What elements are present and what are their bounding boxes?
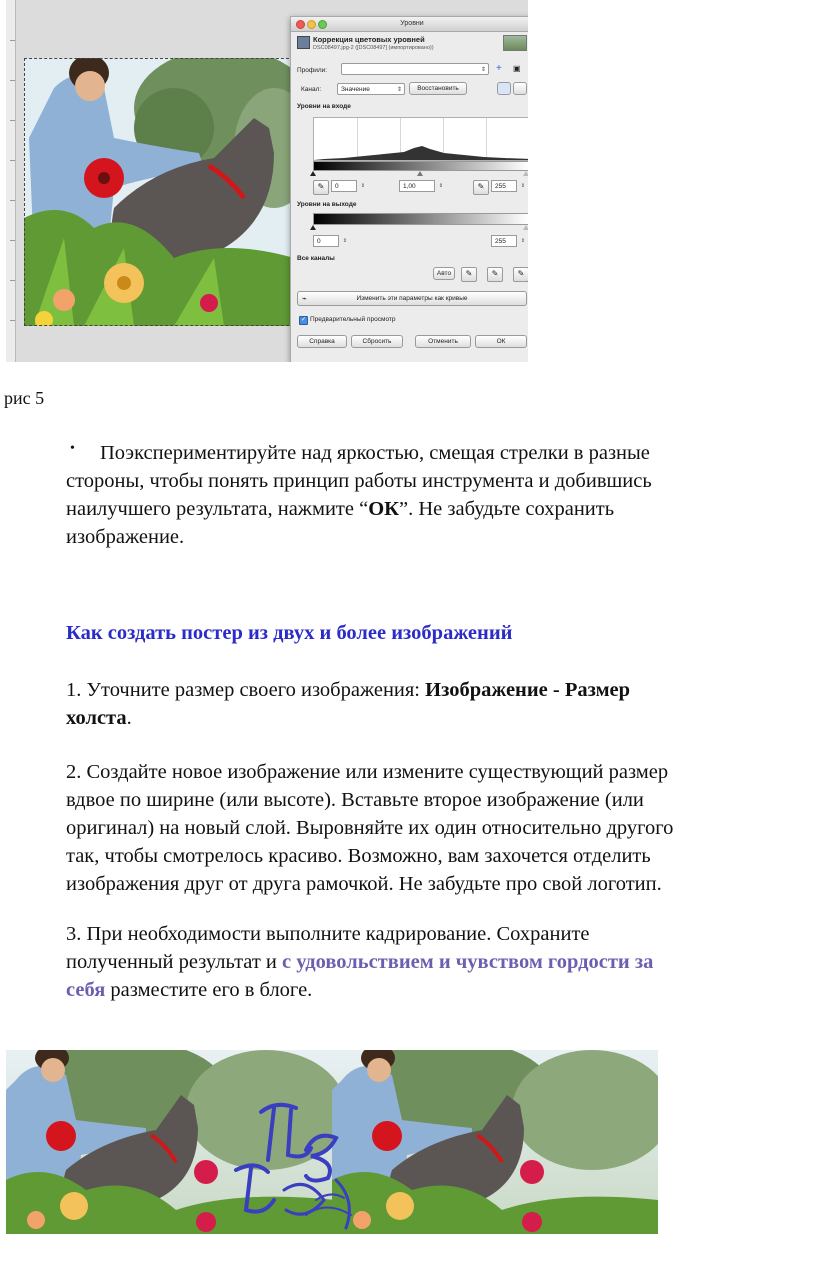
- preview-label: Предварительный просмотр: [310, 316, 396, 323]
- step2-line-1: 2. Создайте новое изображение или измените существующий размер: [66, 761, 669, 783]
- pick-black-icon[interactable]: ✎: [461, 267, 477, 282]
- step3-line-1: 3. При необходимости выполните кадрирование. Сохраните: [66, 923, 590, 945]
- input-gamma-slider[interactable]: [417, 171, 423, 176]
- help-button[interactable]: Справка: [297, 335, 347, 348]
- section-heading: Как создать постер из двух и более изображений: [66, 622, 513, 644]
- output-black-spin[interactable]: [313, 235, 347, 247]
- ok-button[interactable]: ОК: [475, 335, 527, 348]
- step2-line-4: так, чтобы смотрелось красиво. Возможно, вам захочется отделить: [66, 845, 651, 867]
- levels-icon: [297, 36, 310, 49]
- presets-combo[interactable]: [341, 63, 489, 75]
- bullet-line-2: стороны, чтобы понять принцип работы инструмента и добившись: [66, 470, 652, 492]
- levels-screenshot: [6, 0, 528, 362]
- output-black-value: 0: [317, 238, 321, 245]
- white-point-picker-icon[interactable]: ✎: [473, 180, 489, 195]
- boy-cat-photo: [24, 58, 294, 326]
- step3-line-3-end: разместите его в блоге.: [105, 979, 313, 1001]
- output-black-slider[interactable]: [310, 225, 316, 230]
- channel-value: Значение: [341, 86, 370, 93]
- preset-menu-icon[interactable]: ▣: [513, 64, 521, 73]
- spin-arrows-icon: ⇕: [342, 238, 347, 244]
- step1-menu-path-end: холста: [66, 707, 127, 729]
- histogram: [313, 117, 528, 161]
- curves-icon: ⌁: [302, 294, 307, 303]
- output-white-value: 255: [495, 238, 506, 245]
- dialog-titlebar: [291, 17, 528, 32]
- black-point-picker-icon[interactable]: ✎: [313, 180, 329, 195]
- step2-line-3: оригинал) на новый слой. Выровняйте их один относительно другого: [66, 817, 674, 839]
- pick-gray-icon[interactable]: ✎: [487, 267, 503, 282]
- bullet-line-4: изображение.: [66, 526, 185, 548]
- zoom-window-icon[interactable]: [318, 20, 327, 29]
- edit-as-curves-button[interactable]: [297, 291, 527, 306]
- combo-arrows-icon: ⇕: [396, 87, 402, 93]
- bullet-line-1: Поэкспериментируйте над яркостью, смещая стрелки в разные: [100, 442, 650, 464]
- add-preset-icon[interactable]: +: [496, 63, 502, 74]
- dialog-window-title: Уровни: [400, 20, 424, 27]
- poster-right-photo: [332, 1050, 658, 1234]
- output-white-spin[interactable]: [491, 235, 525, 247]
- reset-button[interactable]: Сбросить: [351, 335, 403, 348]
- histogram-graph: [314, 118, 528, 160]
- poster-image: [6, 1050, 658, 1234]
- step1-period: .: [126, 707, 132, 729]
- spin-arrows-icon: ⇕: [520, 238, 525, 244]
- output-levels-label: Уровни на выходе: [297, 201, 357, 208]
- cancel-button[interactable]: Отменить: [415, 335, 471, 348]
- input-gamma-value: 1,00: [403, 183, 416, 190]
- step2-line-5: изображения друг от друга рамочкой. Не забудьте про свой логотип.: [66, 873, 662, 895]
- step3-line-2-start: полученный результат и: [66, 951, 283, 973]
- input-white-spin[interactable]: [491, 180, 525, 192]
- output-white-slider[interactable]: [523, 225, 528, 230]
- input-gradient-bar: [313, 161, 528, 171]
- image-thumbnail: [503, 35, 527, 51]
- spin-arrows-icon: ⇕: [360, 183, 365, 189]
- dialog-header-title: Коррекция цветовых уровней: [313, 35, 425, 44]
- bullet-line-3: [66, 495, 614, 523]
- bullet-line-3-end: ”. Не забудьте сохранить: [399, 498, 615, 520]
- channel-combo[interactable]: [337, 83, 405, 95]
- input-black-value: 0: [335, 183, 339, 190]
- window-controls: [296, 20, 329, 35]
- step3-line-2: [66, 948, 653, 976]
- presets-label: Профили:: [297, 67, 328, 74]
- vertical-ruler: [6, 0, 16, 362]
- input-black-slider[interactable]: [310, 171, 316, 176]
- pick-white-icon[interactable]: ✎: [513, 267, 528, 282]
- preview-checkbox[interactable]: ✓: [300, 317, 307, 323]
- input-gamma-spin[interactable]: [399, 180, 443, 192]
- step3-highlight: с удовольствием и чувством гордости за: [282, 951, 654, 973]
- output-gradient-bar: [313, 213, 528, 225]
- step2-line-2: вдвое по ширине (или высоте). Вставьте второе изображение (или: [66, 789, 644, 811]
- auto-button[interactable]: Авто: [433, 267, 455, 280]
- spin-arrows-icon: ⇕: [520, 183, 525, 189]
- levels-dialog: [290, 16, 528, 362]
- linear-histogram-icon[interactable]: [497, 82, 511, 95]
- channel-label: Канал:: [301, 86, 322, 93]
- input-white-value: 255: [495, 183, 506, 190]
- close-window-icon[interactable]: [296, 20, 305, 29]
- step1-line-1: [66, 676, 630, 704]
- step3-highlight-end: себя: [66, 979, 106, 1001]
- reset-channel-button[interactable]: Восстановить: [409, 82, 467, 95]
- input-white-slider[interactable]: [523, 171, 528, 176]
- step1-menu-path: Изображение - Размер: [425, 679, 631, 701]
- dialog-header-subtitle: DSC08497.jpg-2 ([DSC08497] (импортировано)): [313, 45, 434, 51]
- combo-arrows-icon: ⇕: [480, 67, 486, 73]
- step1-text: 1. Уточните размер своего изображения:: [66, 679, 426, 701]
- edit-as-curves-label: Изменить эти параметры как кривые: [356, 295, 468, 302]
- ok-emphasis: ОК: [368, 498, 400, 520]
- step3-line-3: [66, 976, 312, 1004]
- spin-arrows-icon: ⇕: [438, 183, 443, 189]
- figure-caption: рис 5: [4, 388, 45, 408]
- step1-line-2: [66, 704, 132, 732]
- log-histogram-icon[interactable]: [513, 82, 527, 95]
- input-black-spin[interactable]: [331, 180, 365, 192]
- minimize-window-icon[interactable]: [307, 20, 316, 29]
- dialog-header: [297, 35, 527, 57]
- all-channels-label: Все каналы: [297, 255, 335, 262]
- bullet-icon: •: [70, 441, 75, 456]
- bullet-line-3-start: наилучшего результата, нажмите “: [66, 498, 369, 520]
- input-levels-label: Уровни на входе: [297, 103, 351, 110]
